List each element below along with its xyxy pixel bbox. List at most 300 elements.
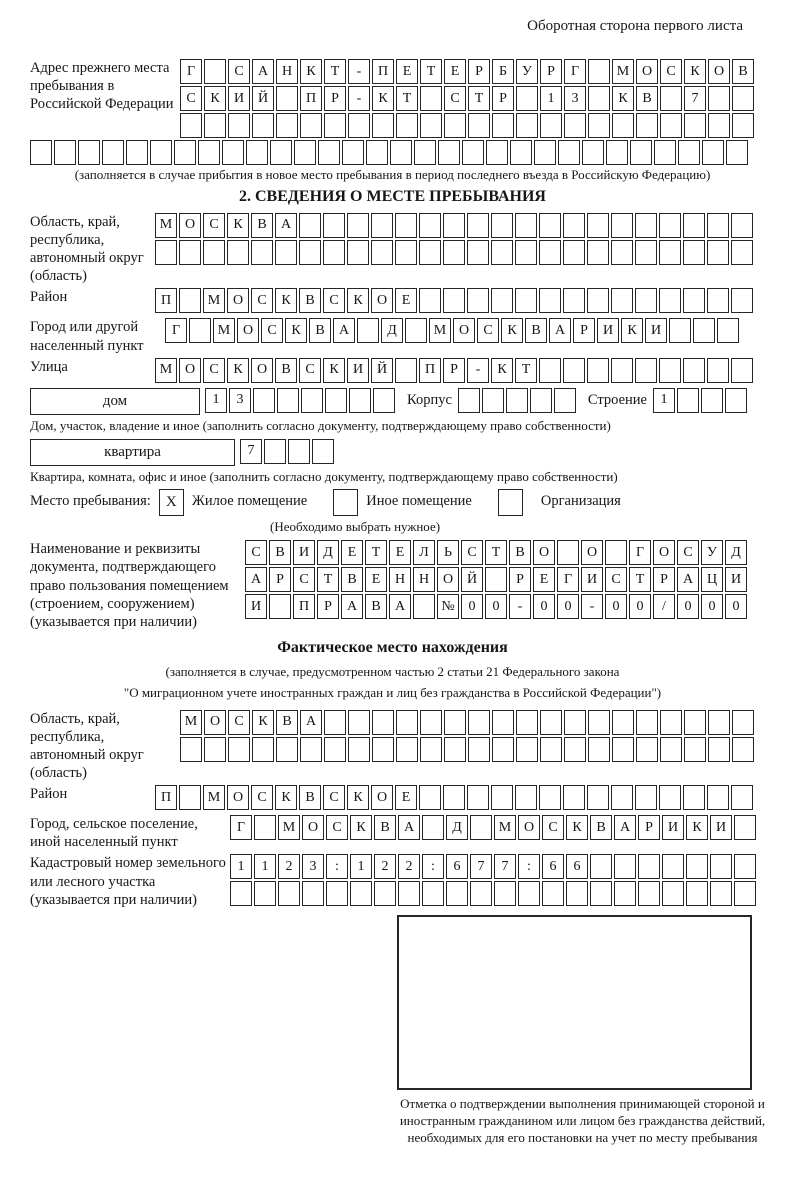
form-cell[interactable]: В [276,710,298,735]
form-cell[interactable]: В [251,213,273,238]
form-cell[interactable]: Е [365,567,387,592]
form-cell[interactable] [419,213,441,238]
form-cell[interactable]: М [494,815,516,840]
form-cell[interactable] [611,288,633,313]
form-cell[interactable]: Е [396,59,418,84]
form-cell[interactable]: К [347,785,369,810]
form-cell[interactable] [659,785,681,810]
form-cell[interactable] [444,737,466,762]
form-cell[interactable] [486,140,508,165]
form-cell[interactable] [467,240,489,265]
form-cell[interactable] [635,213,657,238]
form-cell[interactable]: Й [371,358,393,383]
form-cell[interactable] [491,240,513,265]
form-cell[interactable]: К [612,86,634,111]
form-cell[interactable] [349,388,371,413]
form-cell[interactable] [325,388,347,413]
form-cell[interactable]: К [227,358,249,383]
form-cell[interactable]: У [516,59,538,84]
form-cell[interactable] [701,388,723,413]
form-cell[interactable]: В [341,567,363,592]
form-cell[interactable] [630,140,652,165]
form-cell[interactable]: О [371,785,393,810]
form-cell[interactable] [179,240,201,265]
form-cell[interactable] [357,318,379,343]
form-cell[interactable]: А [275,213,297,238]
form-cell[interactable] [612,737,634,762]
form-cell[interactable] [731,288,753,313]
form-cell[interactable]: № [437,594,459,619]
form-cell[interactable] [611,240,633,265]
form-cell[interactable] [374,881,396,906]
form-cell[interactable]: М [155,213,177,238]
form-cell[interactable] [491,288,513,313]
form-cell[interactable]: С [251,785,273,810]
form-cell[interactable]: Й [252,86,274,111]
form-cell[interactable] [612,113,634,138]
form-cell[interactable] [300,737,322,762]
form-cell[interactable]: О [251,358,273,383]
form-cell[interactable]: Е [341,540,363,565]
form-cell[interactable] [518,881,540,906]
form-cell[interactable] [564,113,586,138]
form-cell[interactable]: 2 [278,854,300,879]
form-cell[interactable] [686,881,708,906]
form-cell[interactable] [710,854,732,879]
form-cell[interactable]: С [461,540,483,565]
form-cell[interactable] [707,240,729,265]
form-cell[interactable] [189,318,211,343]
form-cell[interactable]: 0 [701,594,723,619]
form-cell[interactable]: 1 [230,854,252,879]
checkbox-residential[interactable]: X [159,489,184,516]
form-cell[interactable] [270,140,292,165]
form-cell[interactable] [539,288,561,313]
form-cell[interactable] [78,140,100,165]
form-cell[interactable]: О [533,540,555,565]
form-cell[interactable] [323,240,345,265]
form-cell[interactable] [390,140,412,165]
form-cell[interactable] [458,388,480,413]
form-cell[interactable] [635,785,657,810]
form-cell[interactable]: 6 [446,854,468,879]
form-cell[interactable]: Р [468,59,490,84]
form-cell[interactable]: С [228,710,250,735]
form-cell[interactable] [564,737,586,762]
form-cell[interactable] [276,737,298,762]
form-cell[interactable]: М [155,358,177,383]
form-cell[interactable] [534,140,556,165]
form-cell[interactable] [659,213,681,238]
form-cell[interactable]: К [285,318,307,343]
form-cell[interactable]: М [278,815,300,840]
form-cell[interactable] [683,240,705,265]
form-cell[interactable]: К [323,358,345,383]
form-cell[interactable] [420,710,442,735]
form-cell[interactable]: Д [381,318,403,343]
form-cell[interactable] [588,710,610,735]
form-cell[interactable] [443,240,465,265]
form-cell[interactable]: 2 [374,854,396,879]
form-cell[interactable] [588,737,610,762]
form-cell[interactable] [515,785,537,810]
form-cell[interactable] [588,86,610,111]
form-cell[interactable]: П [419,358,441,383]
form-cell[interactable] [611,785,633,810]
form-cell[interactable]: А [341,594,363,619]
form-cell[interactable]: М [180,710,202,735]
form-cell[interactable]: Л [413,540,435,565]
form-cell[interactable]: О [179,213,201,238]
form-cell[interactable] [708,710,730,735]
form-cell[interactable] [707,288,729,313]
form-cell[interactable]: Е [395,288,417,313]
form-cell[interactable] [636,113,658,138]
form-cell[interactable]: - [348,86,370,111]
form-cell[interactable]: В [525,318,547,343]
form-cell[interactable] [732,737,754,762]
form-cell[interactable] [228,737,250,762]
form-cell[interactable] [734,815,756,840]
form-cell[interactable] [396,113,418,138]
form-cell[interactable]: Р [573,318,595,343]
form-cell[interactable]: А [398,815,420,840]
form-cell[interactable]: : [422,854,444,879]
form-cell[interactable]: К [347,288,369,313]
form-cell[interactable]: О [437,567,459,592]
form-cell[interactable] [179,288,201,313]
form-cell[interactable]: К [501,318,523,343]
form-cell[interactable] [707,785,729,810]
form-cell[interactable] [684,710,706,735]
form-cell[interactable] [587,213,609,238]
form-cell[interactable] [494,881,516,906]
form-cell[interactable]: С [477,318,499,343]
form-cell[interactable] [443,213,465,238]
form-cell[interactable]: А [300,710,322,735]
form-cell[interactable] [462,140,484,165]
form-cell[interactable] [420,113,442,138]
form-cell[interactable] [422,881,444,906]
form-cell[interactable] [660,710,682,735]
form-cell[interactable] [638,881,660,906]
form-cell[interactable] [563,240,585,265]
form-cell[interactable] [254,815,276,840]
form-cell[interactable] [669,318,691,343]
form-cell[interactable]: С [323,288,345,313]
form-cell[interactable] [659,358,681,383]
form-cell[interactable] [174,140,196,165]
form-cell[interactable]: В [590,815,612,840]
form-cell[interactable] [693,318,715,343]
form-cell[interactable] [734,854,756,879]
form-cell[interactable]: С [605,567,627,592]
form-cell[interactable]: 0 [725,594,747,619]
form-cell[interactable] [350,881,372,906]
checkbox-other-premises[interactable] [333,489,358,516]
form-cell[interactable] [254,881,276,906]
form-cell[interactable] [702,140,724,165]
form-cell[interactable]: Й [461,567,483,592]
form-cell[interactable] [468,710,490,735]
form-cell[interactable]: О [453,318,475,343]
form-cell[interactable]: / [653,594,675,619]
form-cell[interactable] [710,881,732,906]
form-cell[interactable] [30,140,52,165]
form-cell[interactable] [557,540,579,565]
form-cell[interactable] [230,881,252,906]
form-cell[interactable]: О [371,288,393,313]
form-cell[interactable] [324,737,346,762]
form-cell[interactable] [398,881,420,906]
form-cell[interactable]: К [372,86,394,111]
form-cell[interactable]: 3 [229,388,251,413]
form-cell[interactable] [732,710,754,735]
form-cell[interactable] [180,737,202,762]
form-cell[interactable]: С [251,288,273,313]
form-cell[interactable] [102,140,124,165]
form-cell[interactable] [413,594,435,619]
form-cell[interactable] [468,737,490,762]
form-cell[interactable] [540,113,562,138]
form-cell[interactable]: 0 [533,594,555,619]
form-cell[interactable] [396,737,418,762]
form-cell[interactable]: М [429,318,451,343]
form-cell[interactable]: В [732,59,754,84]
form-cell[interactable] [515,288,537,313]
form-cell[interactable] [276,86,298,111]
form-cell[interactable]: О [227,288,249,313]
form-cell[interactable] [636,737,658,762]
form-cell[interactable]: Н [413,567,435,592]
form-cell[interactable]: Р [492,86,514,111]
form-cell[interactable] [660,113,682,138]
form-cell[interactable] [516,710,538,735]
form-cell[interactable]: О [237,318,259,343]
form-cell[interactable] [554,388,576,413]
form-cell[interactable]: 1 [540,86,562,111]
form-cell[interactable]: А [614,815,636,840]
form-cell[interactable]: С [203,358,225,383]
form-cell[interactable] [278,881,300,906]
form-cell[interactable]: 7 [470,854,492,879]
form-cell[interactable]: Д [725,540,747,565]
form-cell[interactable]: П [300,86,322,111]
form-cell[interactable] [467,213,489,238]
form-cell[interactable] [324,710,346,735]
form-cell[interactable]: О [227,785,249,810]
form-cell[interactable]: - [348,59,370,84]
form-cell[interactable]: И [245,594,267,619]
form-cell[interactable] [732,86,754,111]
form-cell[interactable]: Р [443,358,465,383]
form-cell[interactable]: К [491,358,513,383]
form-cell[interactable] [707,358,729,383]
form-cell[interactable]: Ц [701,567,723,592]
form-cell[interactable] [246,140,268,165]
form-cell[interactable] [422,815,444,840]
form-cell[interactable]: И [710,815,732,840]
form-cell[interactable] [485,567,507,592]
form-cell[interactable]: Т [365,540,387,565]
form-cell[interactable]: И [725,567,747,592]
form-cell[interactable]: 7 [494,854,516,879]
form-cell[interactable]: Е [389,540,411,565]
form-cell[interactable]: И [662,815,684,840]
form-cell[interactable] [373,388,395,413]
form-cell[interactable] [372,737,394,762]
form-cell[interactable]: Р [324,86,346,111]
form-cell[interactable] [734,881,756,906]
form-cell[interactable] [731,785,753,810]
form-cell[interactable]: 6 [566,854,588,879]
form-cell[interactable] [277,388,299,413]
form-cell[interactable] [467,785,489,810]
form-cell[interactable] [590,854,612,879]
form-cell[interactable] [396,710,418,735]
form-cell[interactable] [683,785,705,810]
form-cell[interactable]: 0 [557,594,579,619]
form-cell[interactable] [419,785,441,810]
form-cell[interactable] [276,113,298,138]
form-cell[interactable] [515,240,537,265]
form-cell[interactable] [539,358,561,383]
form-cell[interactable]: С [444,86,466,111]
form-cell[interactable] [683,213,705,238]
form-cell[interactable]: 0 [605,594,627,619]
form-cell[interactable] [203,240,225,265]
form-cell[interactable] [660,86,682,111]
form-cell[interactable]: Н [276,59,298,84]
form-cell[interactable]: 1 [205,388,227,413]
form-cell[interactable] [443,288,465,313]
form-cell[interactable] [204,113,226,138]
form-cell[interactable]: Т [515,358,537,383]
form-cell[interactable]: Р [509,567,531,592]
form-cell[interactable] [539,240,561,265]
form-cell[interactable] [707,213,729,238]
form-cell[interactable] [491,213,513,238]
form-cell[interactable] [326,881,348,906]
form-cell[interactable] [540,710,562,735]
form-cell[interactable] [530,388,552,413]
form-cell[interactable] [444,113,466,138]
form-cell[interactable]: С [293,567,315,592]
form-cell[interactable] [654,140,676,165]
form-cell[interactable]: К [621,318,643,343]
form-cell[interactable] [726,140,748,165]
form-cell[interactable]: Г [557,567,579,592]
form-cell[interactable] [732,113,754,138]
form-cell[interactable]: М [612,59,634,84]
form-cell[interactable] [506,388,528,413]
form-cell[interactable] [419,240,441,265]
form-cell[interactable] [294,140,316,165]
form-cell[interactable]: И [645,318,667,343]
form-cell[interactable]: С [677,540,699,565]
form-cell[interactable]: : [518,854,540,879]
form-cell[interactable]: Е [533,567,555,592]
form-cell[interactable] [590,881,612,906]
form-cell[interactable]: 1 [653,388,675,413]
form-cell[interactable] [470,881,492,906]
apartment-box[interactable]: квартира [30,439,235,466]
form-cell[interactable]: И [293,540,315,565]
form-cell[interactable] [395,240,417,265]
form-cell[interactable]: К [227,213,249,238]
form-cell[interactable]: И [347,358,369,383]
form-cell[interactable] [312,439,334,464]
form-cell[interactable] [179,785,201,810]
form-cell[interactable]: А [245,567,267,592]
form-cell[interactable] [564,710,586,735]
form-cell[interactable] [515,213,537,238]
form-cell[interactable] [492,737,514,762]
form-cell[interactable] [264,439,286,464]
form-cell[interactable]: М [203,785,225,810]
form-cell[interactable] [347,213,369,238]
form-cell[interactable] [405,318,427,343]
form-cell[interactable]: С [323,785,345,810]
form-cell[interactable]: Е [444,59,466,84]
form-cell[interactable] [587,358,609,383]
form-cell[interactable] [227,240,249,265]
form-cell[interactable]: И [228,86,250,111]
form-cell[interactable]: В [275,358,297,383]
form-cell[interactable]: Б [492,59,514,84]
form-cell[interactable]: 3 [564,86,586,111]
form-cell[interactable] [252,737,274,762]
form-cell[interactable] [371,213,393,238]
form-cell[interactable] [563,213,585,238]
form-cell[interactable] [563,288,585,313]
form-cell[interactable] [731,358,753,383]
form-cell[interactable]: Г [230,815,252,840]
form-cell[interactable]: П [293,594,315,619]
form-cell[interactable] [510,140,532,165]
form-cell[interactable] [299,213,321,238]
checkbox-organization[interactable] [498,489,523,516]
form-cell[interactable]: Т [485,540,507,565]
form-cell[interactable] [516,113,538,138]
form-cell[interactable] [558,140,580,165]
form-cell[interactable] [659,288,681,313]
form-cell[interactable]: Г [629,540,651,565]
form-cell[interactable] [324,113,346,138]
form-cell[interactable] [659,240,681,265]
form-cell[interactable]: 0 [485,594,507,619]
form-cell[interactable]: В [636,86,658,111]
form-cell[interactable]: 6 [542,854,564,879]
form-cell[interactable]: О [302,815,324,840]
form-cell[interactable] [288,439,310,464]
form-cell[interactable]: А [549,318,571,343]
form-cell[interactable] [420,737,442,762]
form-cell[interactable] [708,113,730,138]
form-cell[interactable]: О [204,710,226,735]
form-cell[interactable]: К [566,815,588,840]
form-cell[interactable] [301,388,323,413]
form-cell[interactable]: С [299,358,321,383]
form-cell[interactable]: И [581,567,603,592]
form-cell[interactable]: Г [564,59,586,84]
form-cell[interactable]: Ь [437,540,459,565]
form-cell[interactable] [731,240,753,265]
form-cell[interactable] [725,388,747,413]
form-cell[interactable]: Р [269,567,291,592]
form-cell[interactable] [636,710,658,735]
form-cell[interactable]: Т [317,567,339,592]
